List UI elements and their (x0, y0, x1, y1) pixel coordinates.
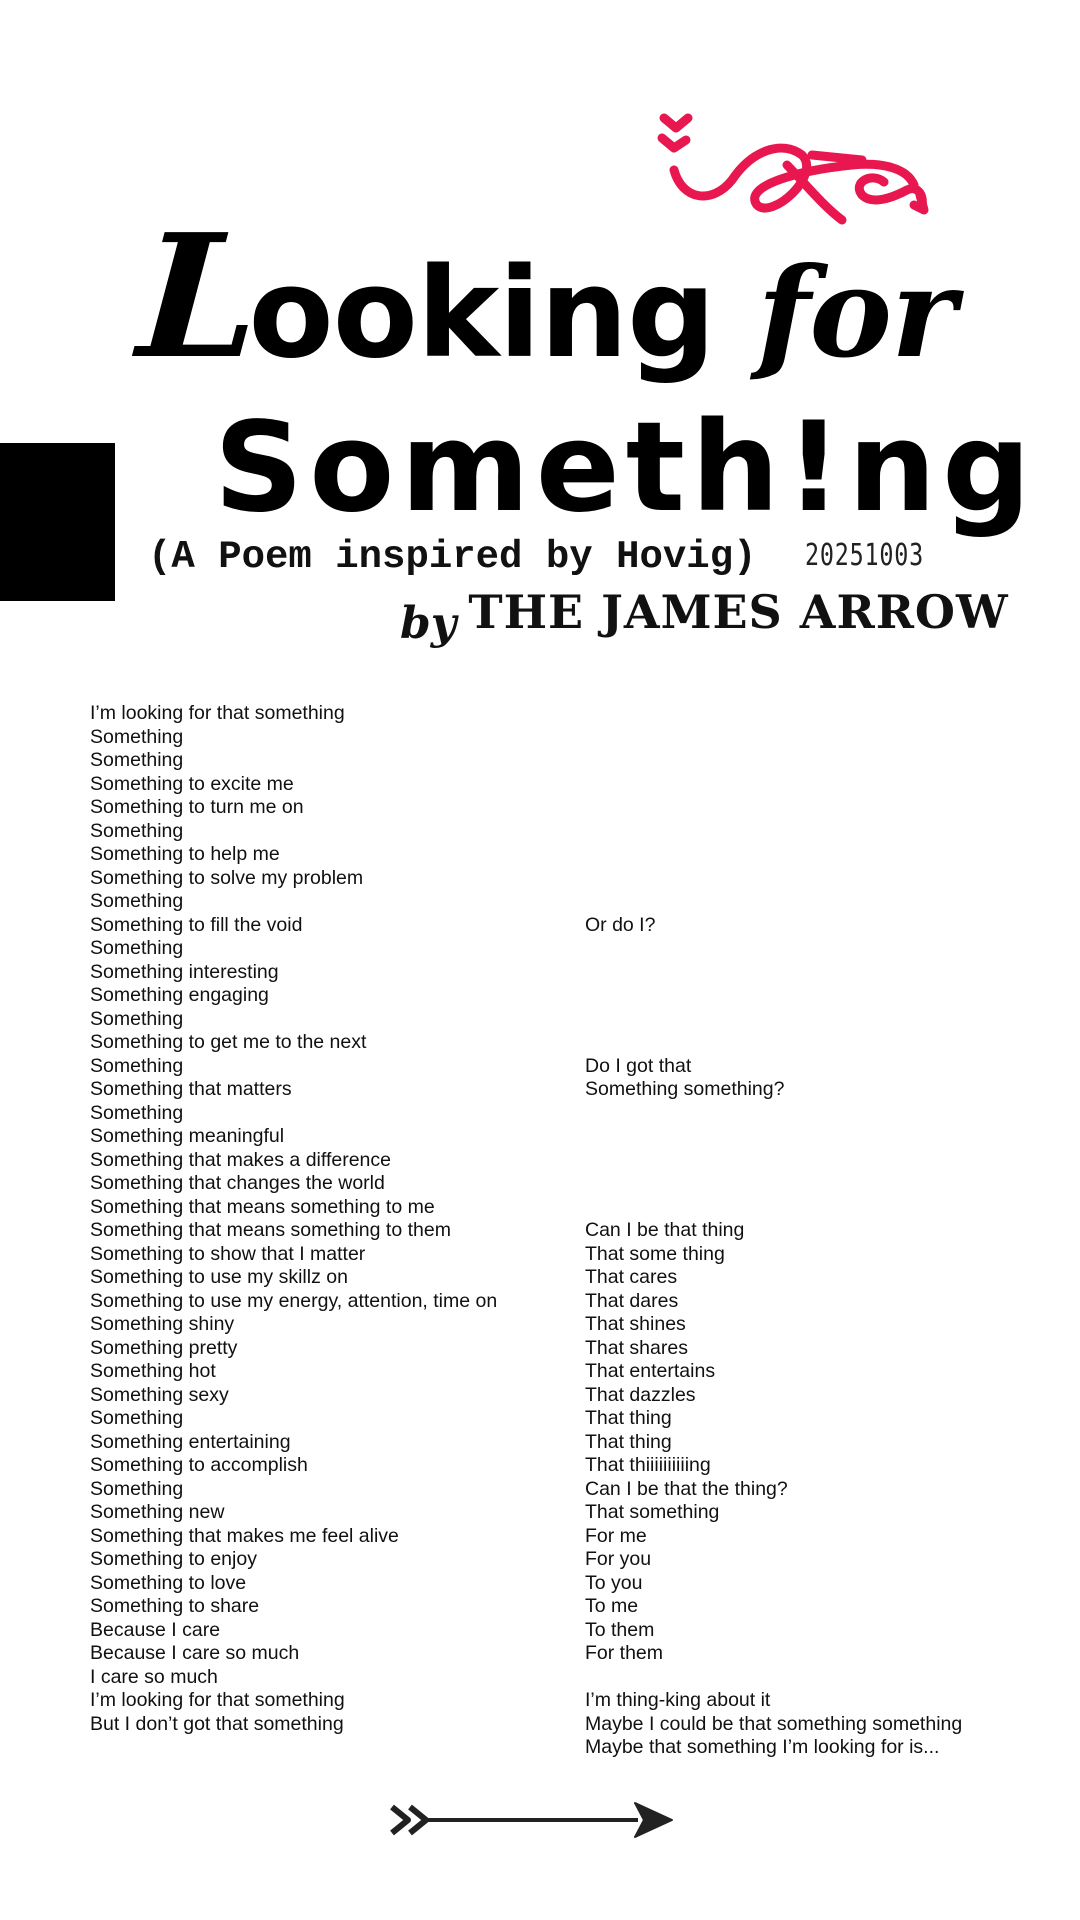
poem-line (585, 749, 1055, 773)
poem-line (585, 1666, 1055, 1690)
poem-line (585, 820, 1055, 844)
poem-line: But I don’t got that something (90, 1712, 344, 1735)
poem-line: Something to love (90, 1571, 247, 1594)
poem-line: That thing (585, 1407, 672, 1429)
poem-line: Something that means something to them (90, 1219, 451, 1241)
poem-left-column (90, 702, 560, 1736)
poem-line: Something to accomplish (90, 1454, 308, 1476)
poem-line: Something to solve my problem (90, 866, 364, 889)
arrow-icon (390, 1795, 675, 1845)
poem-line: That shines (585, 1313, 686, 1335)
poem-line: Something (90, 819, 184, 842)
poem-line: That entertains (585, 1360, 716, 1382)
date-stamp: 20251003 (805, 538, 924, 573)
poem-line: Do I got that (585, 1054, 692, 1077)
poem-line: That dazzles (585, 1383, 696, 1406)
poem-line: Something new (90, 1501, 225, 1523)
poem-line (585, 726, 1055, 750)
poem-line (585, 1102, 1055, 1126)
poem-line: Something (90, 937, 184, 959)
poem-line: Something (90, 890, 184, 912)
poem-line: Maybe that something I’m looking for is... (585, 1736, 940, 1758)
poem-line (585, 1125, 1055, 1149)
poem-line (585, 796, 1055, 820)
poem-line: Something to enjoy (90, 1548, 257, 1570)
poem-line: Something interesting (90, 960, 279, 983)
poem-line (585, 890, 1055, 914)
poem-line (585, 867, 1055, 891)
page-title-line1 (133, 197, 956, 397)
poem-line: Something (90, 1477, 184, 1500)
poem-line: Something sexy (90, 1383, 229, 1406)
poem-line: Something to show that I matter (90, 1242, 366, 1265)
poem-line (585, 1031, 1055, 1055)
poem-line (585, 1008, 1055, 1032)
page-title-line2: Someth!ng (214, 396, 1037, 540)
poem-line: Because I care (90, 1618, 221, 1641)
poem-line: Something pretty (90, 1336, 238, 1359)
poem-line: Something that matters (90, 1078, 292, 1100)
poem-line (585, 843, 1055, 867)
poem-line (585, 702, 1055, 726)
title-initial: L (133, 197, 266, 397)
poem-line (585, 1149, 1055, 1173)
poem-line: To me (585, 1595, 639, 1617)
poem-line: Something to use my energy, attention, time on (90, 1289, 498, 1312)
poem-line (585, 1196, 1055, 1220)
poem-line: That cares (585, 1266, 678, 1288)
poem-line: Something that changes the world (90, 1172, 385, 1194)
poem-line: Something entertaining (90, 1430, 291, 1453)
byline (400, 585, 1009, 649)
heart-scribble-icon (652, 110, 942, 240)
poem-line: Something that makes me feel alive (90, 1524, 399, 1547)
poem-line: Something hot (90, 1360, 216, 1382)
poem-line: Maybe I could be that something something (585, 1712, 963, 1735)
poem-line: Something (90, 749, 184, 771)
poem-line (585, 961, 1055, 985)
byline-by: by (400, 598, 457, 649)
title-word-looking: ooking (248, 242, 758, 386)
poem-right-column (585, 702, 1055, 1760)
poem-line: That some thing (585, 1242, 725, 1265)
poem-line: That thing (585, 1430, 672, 1453)
poem-line: For you (585, 1548, 652, 1570)
poem-line: That shares (585, 1336, 688, 1359)
poem-line: Something (90, 1407, 184, 1429)
poem-line: Something to turn me on (90, 796, 304, 818)
title-word-for: for (757, 241, 956, 386)
subtitle: (A Poem inspired by Hovig) (148, 535, 757, 579)
poem-line (585, 1172, 1055, 1196)
poem-line: Something that makes a difference (90, 1148, 391, 1171)
poem-line: Something to help me (90, 843, 280, 865)
poem-line: Something to get me to the next (90, 1031, 367, 1053)
poem-line: Something to fill the void (90, 913, 303, 936)
poem-line (585, 773, 1055, 797)
poem-line: Something (90, 725, 184, 748)
poem-line: Something to excite me (90, 772, 294, 795)
poem-line: To them (585, 1618, 655, 1641)
black-block-decoration (0, 443, 115, 601)
poem-line: For them (585, 1642, 664, 1664)
poem-line: I’m looking for that something (90, 1689, 345, 1711)
poem-line (585, 984, 1055, 1008)
poem-line: Something (90, 1101, 184, 1124)
poem-line: Because I care so much (90, 1642, 300, 1664)
poem-line (585, 937, 1055, 961)
poem-line: Something meaningful (90, 1125, 285, 1147)
poem-line: That something (585, 1501, 720, 1523)
poem-line: For me (585, 1524, 647, 1547)
poem-line: Can I be that thing (585, 1219, 745, 1241)
poem-line: Something that means something to me (90, 1195, 435, 1218)
poem-line: Can I be that the thing? (585, 1477, 788, 1500)
poem-line: I’m looking for that something (90, 702, 345, 724)
poem-line: Something to use my skillz on (90, 1266, 348, 1288)
poem-line: Something engaging (90, 984, 269, 1006)
poem-line: That thiiiiiiiiiing (585, 1454, 711, 1476)
poem-line: Something (90, 1054, 184, 1077)
byline-author: THE JAMES ARROW (468, 585, 1009, 639)
poem-line: Something (90, 1007, 184, 1030)
poem-line: Or do I? (585, 913, 656, 936)
poem-line: That dares (585, 1289, 679, 1312)
poem-line: I’m thing-king about it (585, 1689, 771, 1711)
poem-line: Something something? (585, 1078, 785, 1100)
poem-line: Something shiny (90, 1313, 235, 1335)
poem-line: To you (585, 1571, 643, 1594)
poem-line: Something to share (90, 1595, 260, 1617)
poem-line: I care so much (90, 1665, 218, 1688)
